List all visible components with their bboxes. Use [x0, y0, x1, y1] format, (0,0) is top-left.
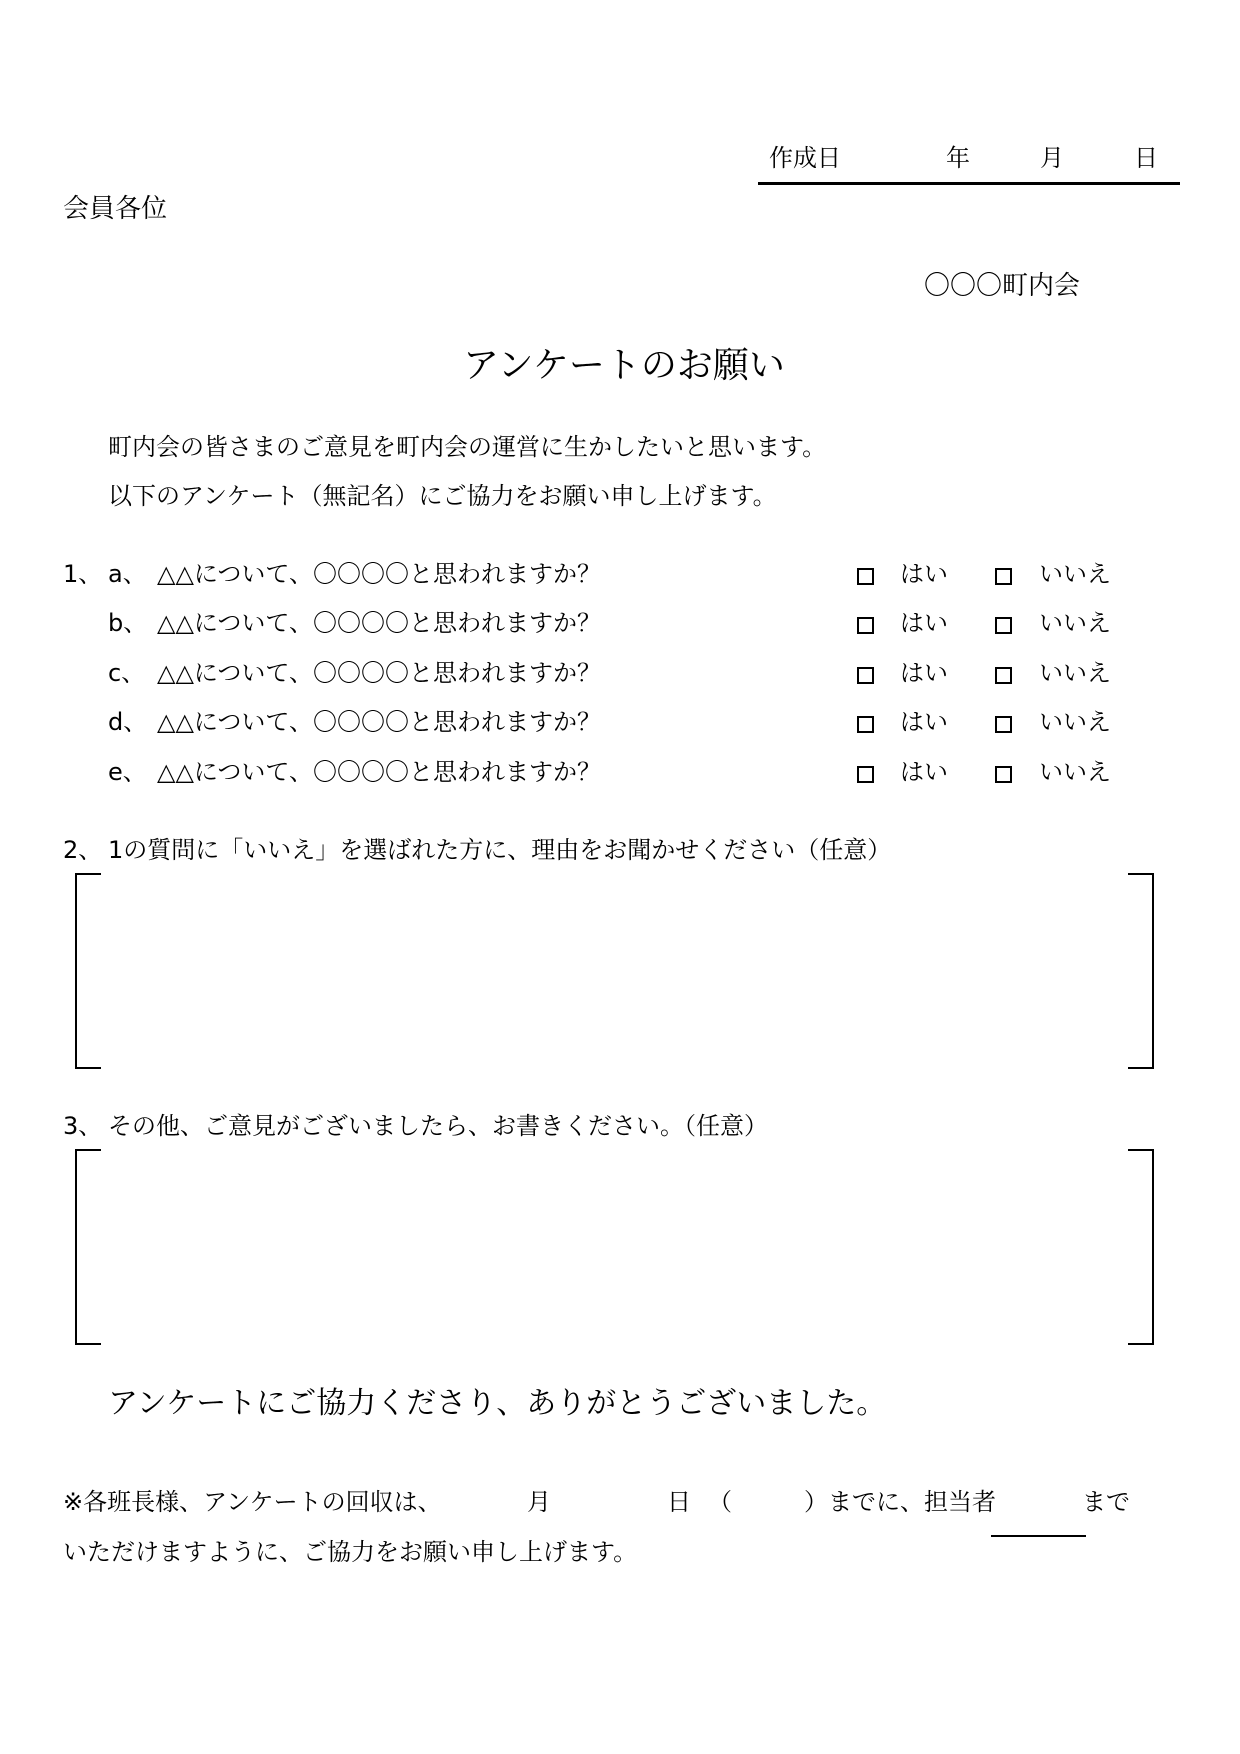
q3-right-bracket	[1128, 1149, 1154, 1345]
footer-day: 日	[667, 1488, 691, 1516]
recipient: 会員各位	[63, 194, 168, 224]
yes-checkbox[interactable]	[857, 766, 874, 783]
document-title: アンケートのお願い	[463, 345, 785, 386]
no-label: いいえ	[1039, 609, 1111, 637]
q2-answer-area-right-bracket[interactable]	[1128, 873, 1154, 1069]
footer-paren-open: （	[708, 1488, 732, 1516]
no-checkbox[interactable]	[995, 667, 1012, 684]
yes-label: はい	[900, 560, 948, 588]
no-label: いいえ	[1039, 659, 1111, 687]
question-text: △△について、〇〇〇〇と思われますか？	[157, 560, 601, 588]
yes-label: はい	[900, 758, 948, 786]
yes-checkbox[interactable]	[857, 568, 874, 585]
footer-prefix: ※各班長様、アンケートの回収は、	[63, 1488, 442, 1516]
question-letter: b、	[108, 609, 148, 637]
q3-left-bracket	[75, 1149, 101, 1345]
year-label: 年	[946, 144, 970, 172]
no-label: いいえ	[1039, 560, 1111, 588]
footer-month: 月	[527, 1488, 551, 1516]
q2-text: 1の質問に「いいえ」を選ばれた方に、理由をお聞かせください（任意）	[108, 836, 892, 864]
no-label: いいえ	[1039, 708, 1111, 736]
intro-line-2: 以下のアンケート（無記名）にご協力をお願い申し上げます。	[108, 482, 777, 510]
question-letter: c、	[108, 659, 146, 687]
question-letter: a、	[108, 560, 147, 588]
q2-answer-area-left-bracket[interactable]	[75, 873, 101, 1069]
q2-number: 2、	[63, 836, 103, 864]
yes-label: はい	[900, 609, 948, 637]
q3-answer-area[interactable]	[75, 1149, 1155, 1345]
date-underline	[758, 182, 1180, 185]
question-letter: e、	[108, 758, 147, 786]
footer-deadline-suffix: ）までに、担当者	[804, 1488, 996, 1516]
intro-line-1: 町内会の皆さまのご意見を町内会の運営に生かしたいと思います。	[108, 433, 827, 461]
q1-number: 1、	[63, 560, 103, 588]
no-checkbox[interactable]	[995, 716, 1012, 733]
question-letter: d、	[108, 708, 148, 736]
person-in-charge-blank[interactable]	[991, 1535, 1086, 1537]
no-checkbox[interactable]	[995, 617, 1012, 634]
footer-until: まで	[1082, 1488, 1130, 1516]
yes-label: はい	[900, 708, 948, 736]
month-label: 月	[1040, 144, 1064, 172]
yes-checkbox[interactable]	[857, 617, 874, 634]
no-label: いいえ	[1039, 758, 1111, 786]
question-text: △△について、〇〇〇〇と思われますか？	[157, 659, 601, 687]
question-text: △△について、〇〇〇〇と思われますか？	[157, 758, 601, 786]
no-checkbox[interactable]	[995, 568, 1012, 585]
question-text: △△について、〇〇〇〇と思われますか？	[157, 708, 601, 736]
q3-text: その他、ご意見がございましたら、お書きください。（任意）	[108, 1112, 768, 1140]
created-date-label: 作成日	[769, 144, 841, 172]
q3-number: 3、	[63, 1112, 103, 1140]
day-label: 日	[1134, 144, 1158, 172]
yes-checkbox[interactable]	[857, 667, 874, 684]
thanks-message: アンケートにご協力くださり、ありがとうございました。	[108, 1386, 887, 1421]
yes-checkbox[interactable]	[857, 716, 874, 733]
footer-line-2: いただけますように、ご協力をお願い申し上げます。	[63, 1538, 638, 1566]
question-text: △△について、〇〇〇〇と思われますか？	[157, 609, 601, 637]
sender: 〇〇〇町内会	[924, 271, 1081, 301]
no-checkbox[interactable]	[995, 766, 1012, 783]
yes-label: はい	[900, 659, 948, 687]
